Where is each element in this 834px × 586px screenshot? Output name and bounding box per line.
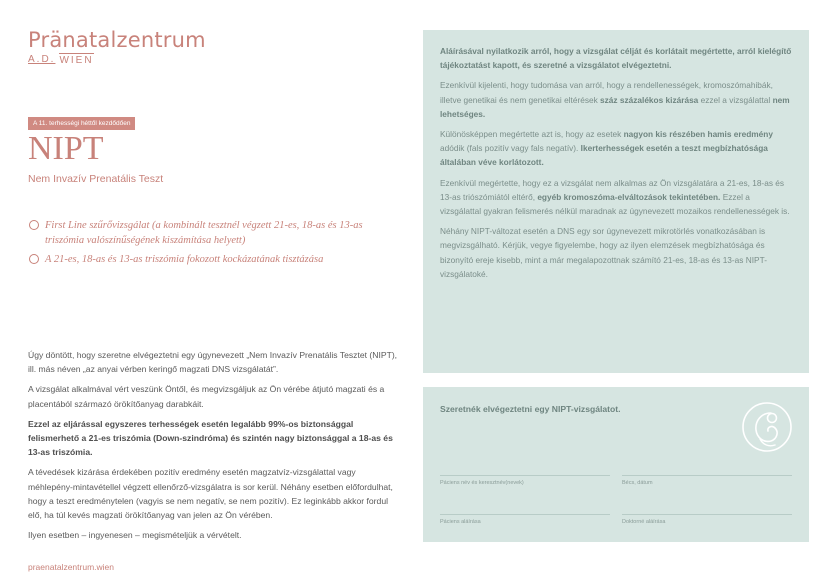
form-heading: Szeretnék elvégeztetni egy NIPT-vizsgálatot.: [440, 404, 621, 414]
patient-signature-line[interactable]: [440, 514, 610, 515]
patient-signature-label: Páciens aláírása: [440, 519, 481, 525]
list-item-text: First Line szűrővizsgálat (a kombinált tesztnél végzett 21-es, 18-as és 13-as triszómia valószínűségének kiszámítása helyett): [45, 220, 363, 246]
consent-paragraph: Ezenkívül kijelenti, hogy tudomása van arról, hogy a rendellenességek, kromoszómahibák, illetve genetikai és nem genetikai eltérések száz százalékos kizárása ezzel a vizsgálattal nem lehetséges.: [440, 80, 790, 119]
info-paragraph: Ilyen esetben – ingyenesen – megismételjük a vérvételt.: [28, 530, 242, 541]
page-subtitle: Nem Invazív Prenatális Teszt: [28, 173, 164, 185]
info-text: [28, 348, 400, 548]
fetus-logo-icon: [741, 401, 793, 453]
place-date-line[interactable]: [622, 475, 792, 476]
name-line[interactable]: [440, 475, 610, 476]
info-paragraph-highlight: Ezzel az eljárással egyszeres terhességek esetén legalább 99%-os biztonsággal felismerhető a 21-es triszómia (Down-szindróma) és szintén nagy biztonsággal a 18-as és 13-as triszómia.: [28, 418, 393, 458]
name-label: Páciens név és keresztnév(nevek): [440, 480, 524, 486]
logo-subline: [28, 53, 206, 66]
info-paragraph: A tévedések kizárása érdekében pozitív eredmény esetén magzatvíz-vizsgálattal vagy méhlepény-mintavétellel végzett ellenőrző-vizsgálatra is sor kerül. Néhány esetben előfordulhat, hogy a teszt eredménytelen (vagyis se nem negatív, se nem pozitív). Ez leginkább akkor fordul elő, ha túl kevés magzati örökítőanyag van jelen az Ön vérében.: [28, 467, 393, 521]
consent-paragraph: Különösképpen megértette azt is, hogy az esetek nagyon kis részében hamis eredmény adódik (fals pozitív vagy fals negatív). Ikerterhességek esetén a teszt megbízhatósága általában véve korlátozott.: [440, 129, 773, 168]
indication-list: [28, 218, 398, 271]
page-title: NIPT: [28, 130, 104, 167]
consent-panel: [423, 30, 809, 373]
consent-paragraph: Ezenkívül megértette, hogy ez a vizsgálat nem alkalmas az Ön vizsgálatára a 21-es, 18-as és 13-as triószómiától eltérő, egyéb kromoszóma-elváltozások tekintetében. Ezzel a vizsgálattal gyakran felismerés nélkül maradnak az úgynevezett mozaikos rendellenességek is.: [440, 177, 790, 217]
logo-wordmark: Pränatalzentrum: [28, 28, 206, 52]
consent-lead: Aláírásával nyilatkozik arról, hogy a vizsgálat célját és korlátait megértette, arról kielégítő tájékoztatást kapott, és szeretné a vizsgálatot elvégeztetni.: [440, 46, 792, 71]
logo: [28, 28, 206, 66]
list-item-text: A 21-es, 18-as és 13-as triszómia fokozott kockázatának tisztázása: [45, 254, 324, 265]
consent-paragraph: Néhány NIPT-változat esetén a DNS egy sor úgynevezett mikrotörlés vonatkozásában is megvizsgálható. Kérjük, vegye figyelembe, hogy az ilyen elemzések megbízhatósága és bizonyító ereje kisebb, mint a már megalapozottnak számító 21-es, 18-as és 13-as NIPT-vizsgálatoké.: [440, 226, 767, 279]
week-badge: A 11. terhességi héttől kezdődően: [28, 117, 135, 130]
circle-bullet-icon: [29, 254, 39, 264]
doctor-signature-label: Doktorné aláírása: [622, 519, 666, 525]
list-item: [28, 252, 398, 267]
logo-ad: A.D.: [28, 54, 56, 65]
info-paragraph: Úgy döntött, hogy szeretne elvégeztetni egy úgynevezett „Nem Invazív Prenatális Tesztet (NIPT), ill. más néven „az anyai vérben keringő magzati DNS vizsgálatát”.: [28, 350, 398, 375]
info-paragraph: A vizsgálat alkalmával vért veszünk Öntől, és megvizsgáljuk az Ön vérébe átjutó magzati és a placentából származó örökítőanyag darabkáit.: [28, 384, 385, 409]
logo-wien: WIEN: [59, 55, 94, 66]
signature-form: [423, 387, 809, 542]
list-item: [28, 218, 398, 248]
place-date-label: Bécs, dátum: [622, 480, 653, 486]
website-link[interactable]: praenatalzentrum.wien: [28, 562, 114, 572]
doctor-signature-line[interactable]: [622, 514, 792, 515]
circle-bullet-icon: [29, 220, 39, 230]
